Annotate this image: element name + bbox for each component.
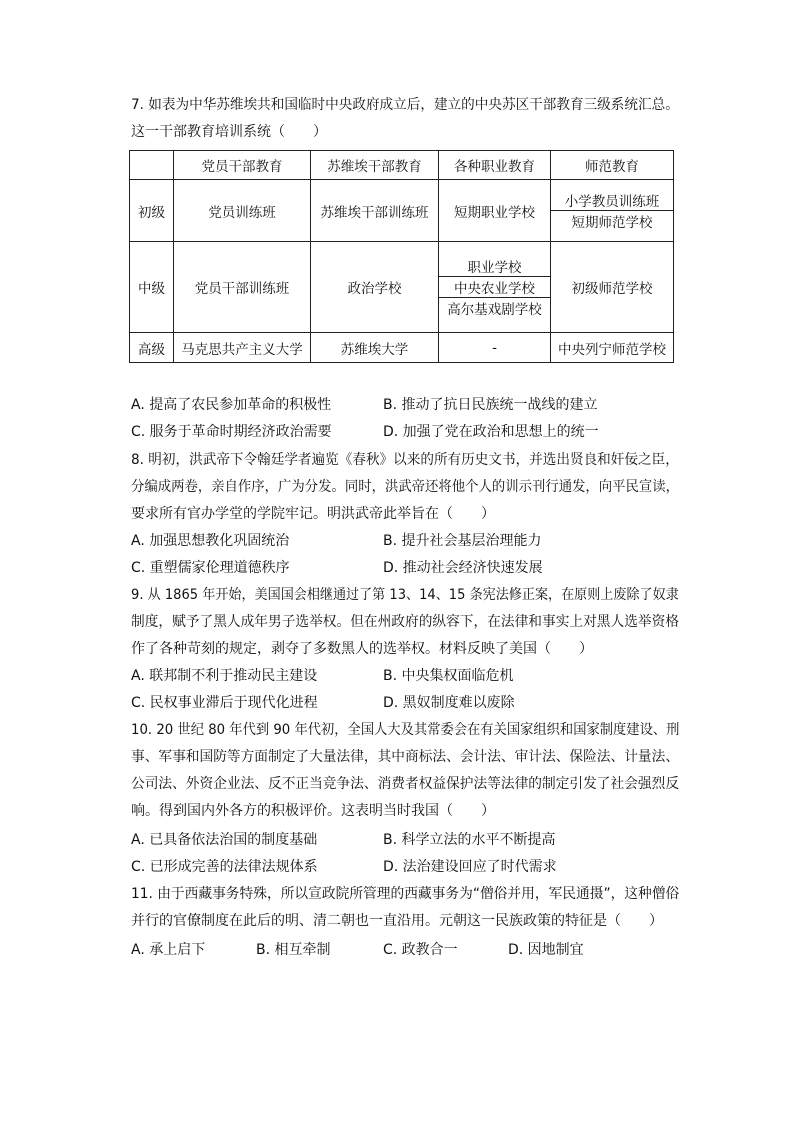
- table-subcell: 中央农业学校: [439, 276, 550, 297]
- table-cell: 马克思共产主义大学: [174, 333, 311, 363]
- q9-option-a[interactable]: A. 联邦制不利于推动民主建设: [131, 668, 318, 684]
- cadre-education-table: [129, 150, 674, 363]
- table-cell-split: [551, 180, 674, 242]
- q10-stem-line-1: 10. 20 世纪 80 年代到 90 年代初，全国人大及其常委会在有关国家组织和国家制度建设、刑: [131, 722, 680, 738]
- table-header-cell: 各种职业教育: [439, 151, 551, 180]
- q8-option-b[interactable]: B. 提升社会基层治理能力: [383, 533, 542, 549]
- table-cell-level: 中级: [130, 242, 174, 333]
- q9-stem-line-1: 9. 从 1865 年开始，美国国会相继通过了第 13、14、15 条宪法修正案，在原则上废除了奴隶: [131, 587, 679, 603]
- table-header-cell: 党员干部教育: [174, 151, 311, 180]
- q9-option-d[interactable]: D. 黑奴制度难以废除: [383, 695, 515, 711]
- q8-option-d[interactable]: D. 推动社会经济快速发展: [383, 560, 543, 576]
- q7-option-b[interactable]: B. 推动了抗日民族统一战线的建立: [383, 397, 598, 413]
- q10-option-b[interactable]: B. 科学立法的水平不断提高: [383, 832, 556, 848]
- q11-stem-line-2: 并行的官僚制度在此后的明、清二朝也一直沿用。元朝这一民族政策的特征是（ ）: [131, 913, 663, 929]
- q9-stem-line-3: 作了各种苛刻的规定，剥夺了多数黑人的选举权。材料反映了美国（ ）: [131, 641, 593, 657]
- table-row-middle: [130, 242, 674, 333]
- q11-option-b[interactable]: B. 相互牵制: [256, 942, 331, 958]
- table-cell: 苏维埃干部训练班: [311, 180, 439, 242]
- q9-option-c[interactable]: C. 民权事业滞后于现代化进程: [131, 695, 318, 711]
- q8-stem-line-3: 要求所有官办学堂的学院牢记。明洪武帝此举旨在（ ）: [131, 506, 495, 522]
- table-row-primary: [130, 180, 674, 242]
- table-cell: 中央列宁师范学校: [551, 333, 674, 363]
- q11-option-d[interactable]: D. 因地制宜: [508, 942, 584, 958]
- q8-stem-line-1: 8. 明初，洪武帝下令翰廷学者遍览《春秋》以来的所有历史文书，并选出贤良和奸佞之臣，: [131, 452, 679, 468]
- q7-option-a[interactable]: A. 提高了农民参加革命的积极性: [131, 397, 332, 413]
- q8-option-a[interactable]: A. 加强思想教化巩固统治: [131, 533, 290, 549]
- table-cell: 短期职业学校: [439, 180, 551, 242]
- q7-option-c[interactable]: C. 服务于革命时期经济政治需要: [131, 424, 332, 440]
- q9-option-b[interactable]: B. 中央集权面临危机: [383, 668, 514, 684]
- q9-stem-line-2: 制度，赋予了黑人成年男子选举权。但在州政府的纵容下，在法律和事实上对黑人选举资格: [131, 614, 680, 630]
- table-cell: 党员训练班: [174, 180, 311, 242]
- q7-option-d[interactable]: D. 加强了党在政治和思想上的统一: [383, 424, 599, 440]
- q7-stem-line-2: 这一干部教育培训系统（ ）: [131, 124, 327, 140]
- q11-option-c[interactable]: C. 政教合一: [383, 942, 458, 958]
- table-header-row: [130, 151, 674, 180]
- q10-option-a[interactable]: A. 已具备依法治国的制度基础: [131, 832, 318, 848]
- table-header-cell: 师范教育: [551, 151, 674, 180]
- table-subcell: 短期师范学校: [551, 210, 673, 231]
- table-row-senior: [130, 333, 674, 363]
- q10-option-c[interactable]: C. 已形成完善的法律法规体系: [131, 859, 318, 875]
- q10-stem-line-3: 公司法、外资企业法、反不正当竞争法、消费者权益保护法等法律的制定引发了社会强烈反: [131, 776, 680, 792]
- table-cell: -: [439, 333, 551, 363]
- table-cell-level: 初级: [130, 180, 174, 242]
- table-header-cell: [130, 151, 174, 180]
- table-header-cell: 苏维埃干部教育: [311, 151, 439, 180]
- table-cell: 苏维埃大学: [311, 333, 439, 363]
- q11-stem-line-1: 11. 由于西藏事务特殊，所以宣政院所管理的西藏事务为“僧俗并用，军民通摄”，这种僧俗: [131, 886, 680, 902]
- table-cell-level: 高级: [130, 333, 174, 363]
- q8-option-c[interactable]: C. 重塑儒家伦理道德秩序: [131, 560, 290, 576]
- q11-option-a[interactable]: A. 承上启下: [131, 942, 206, 958]
- table-cell: 政治学校: [311, 242, 439, 333]
- table-subcell: 高尔基戏剧学校: [439, 297, 550, 318]
- table-subcell: 小学教员训练班: [564, 194, 660, 210]
- q10-stem-line-2: 事、军事和国防等方面制定了大量法律，其中商标法、会计法、审计法、保险法、计量法、: [131, 749, 680, 765]
- q7-stem-line-1: 7. 如表为中华苏维埃共和国临时中央政府成立后，建立的中央苏区干部教育三级系统汇总。: [131, 97, 679, 113]
- q10-option-d[interactable]: D. 法治建设回应了时代需求: [383, 859, 557, 875]
- table-subcell: 职业学校: [467, 260, 522, 276]
- q8-stem-line-2: 分编成两卷，亲自作序，广为分发。同时，洪武帝还将他个人的训示刊行通发，向平民宣读，: [131, 479, 679, 495]
- table-cell-split: [439, 242, 551, 333]
- q10-stem-line-4: 响。得到国内外各方的积极评价。这表明当时我国（ ）: [131, 803, 495, 819]
- table-cell: 初级师范学校: [551, 242, 674, 333]
- table-cell: 党员干部训练班: [174, 242, 311, 333]
